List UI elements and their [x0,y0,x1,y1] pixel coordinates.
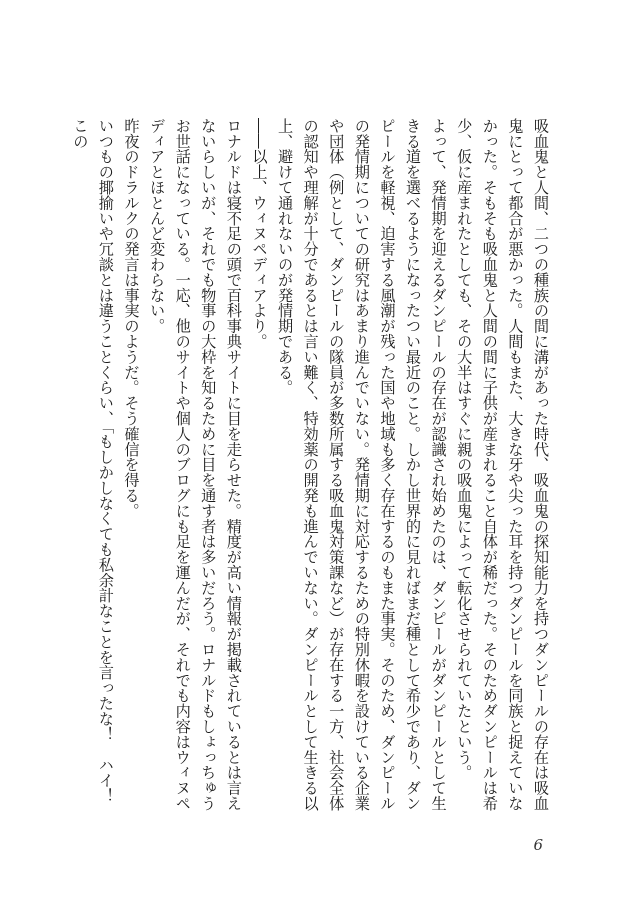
paragraph-4: ロナルドは寝不足の頭で百科事典サイトに目を走らせた。精度が高い情報が掲載されているとは言えないらしいが、それでも物事の大枠を知るために目を通す者は多いだろう。ロナルドもしょっちゅうお世話になっている。一応、他のサイトや個人のブログにも足を運んだが、それでも内容はウィヌペディアとほとんど変わらない。 [148,118,243,811]
paragraph-1: 吸血鬼と人間、二つの種族の間に溝があった時代、吸血鬼の探知能力を持つダンピールの存在は吸血鬼にとって都合が悪かった。人間もまた、大きな牙や尖った耳を持つダンピールを同族と捉えていなかった。そもそも吸血鬼と人間の間に子供が産まれること自体が稀だった。そのためダンピールは希少、仮に産まれたとしても、その大半はすぐに親の吸血鬼によって転化させられていたという。 [455,118,550,811]
paragraph-6: いつもの揶揄いや冗談とは違うことくらい、「もしかしなくても私余計なことを言ったな！ ハイ！ この [71,118,115,819]
paragraph-3: ――以上、ウィヌペディアより。 [250,118,269,349]
vertical-text-body [71,118,553,819]
paragraph-2: よって、発情期を迎えるダンピールの存在が認識され始めたのは、ダンピールがダンピールとして生きる道を選べるようになったつい最近のこと。しかし世界的に見ればまだ種として希少であり、ダンピールを軽視、迫害する風潮が残った国や地域も多く存在するのもまた事実。そのため、ダンピールの発情期についての研究はあまり進んでいない。発情期に対応するための特別休暇を設けている企業や団体（例として、ダンピールの隊員が多数所属する吸血鬼対策課など）が存在する一方、社会全体の認知や理解が十分であるとは言い難く、特効薬の開発も進んでいない。ダンピールとして生きる以上、避けて通れないのが発情期である。 [276,118,448,811]
paragraph-5: 昨夜のドラルクの発言は事実のようだ。そう確信を得る。 [122,118,141,519]
page-number: 6 [533,836,543,854]
